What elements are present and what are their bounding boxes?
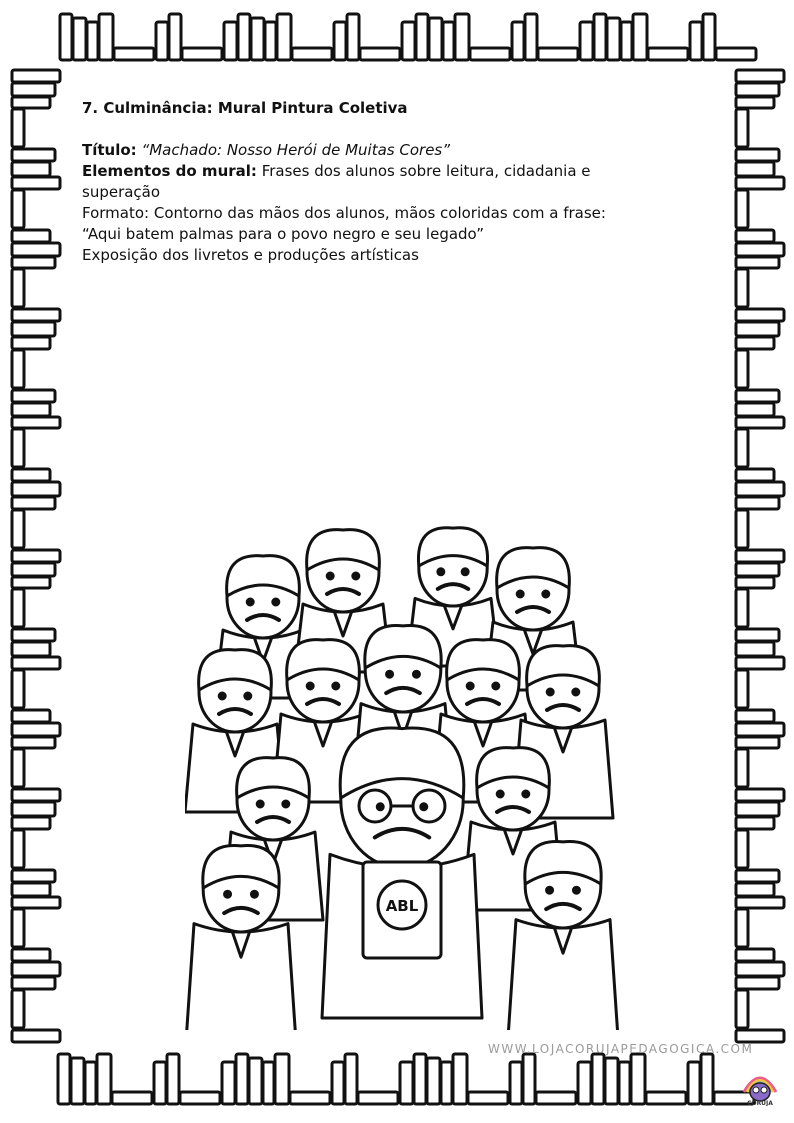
book-spine <box>402 22 415 60</box>
book-spine <box>441 1062 452 1104</box>
book-spine <box>12 563 55 576</box>
book-spine <box>594 14 606 60</box>
figure-eye <box>547 689 553 695</box>
figure-eye <box>517 591 523 597</box>
figure-eye <box>493 683 499 689</box>
book-spine <box>429 18 442 60</box>
book-spine <box>60 14 72 60</box>
book-spine <box>12 577 50 588</box>
book-spine <box>736 190 748 228</box>
book-spine <box>180 1092 220 1104</box>
book-spine <box>736 83 779 96</box>
figure-eye <box>247 599 253 605</box>
book-spine <box>290 1092 330 1104</box>
book-spine <box>736 749 748 787</box>
book-spine <box>736 390 779 402</box>
book-spine <box>701 1054 713 1104</box>
book-spine <box>277 14 291 60</box>
elements-line-cont: superação <box>82 183 161 201</box>
book-spine <box>736 149 779 161</box>
figure-eye <box>245 693 251 699</box>
book-spine <box>619 1062 630 1104</box>
book-spine <box>736 403 774 416</box>
book-spine <box>736 510 748 548</box>
book-spine <box>12 83 55 96</box>
book-spine <box>12 629 55 641</box>
book-spine <box>275 1054 289 1104</box>
book-spine <box>736 469 774 481</box>
figure-eye <box>462 569 468 575</box>
book-spine <box>12 723 60 736</box>
book-spine <box>736 577 774 588</box>
book-spine <box>736 243 784 256</box>
figure-eye <box>251 891 257 897</box>
book-spine <box>607 18 620 60</box>
book-spine <box>332 1062 344 1104</box>
book-spine <box>114 48 154 60</box>
book-spine <box>736 909 748 947</box>
book-spine <box>400 1062 413 1104</box>
book-spine <box>453 1054 467 1104</box>
figure-body <box>186 924 296 1030</box>
book-spine <box>236 1054 248 1104</box>
book-spine <box>12 243 60 256</box>
book-spine <box>716 48 756 60</box>
website-watermark: WWW.LOJACORUJAPEDAGOGICA.COM <box>488 1042 754 1056</box>
book-spine <box>12 177 60 189</box>
book-spine <box>736 589 748 627</box>
book-spine <box>736 550 784 562</box>
owl-logo <box>738 1062 782 1106</box>
book-spine <box>73 18 86 60</box>
book-spine <box>12 149 55 161</box>
figure-eye <box>573 887 579 893</box>
book-spine <box>736 337 774 349</box>
book-spine <box>12 670 24 708</box>
book-spine <box>736 990 748 1028</box>
book-spine <box>736 497 779 509</box>
book-spine <box>736 710 774 722</box>
book-spine <box>736 230 774 242</box>
book-spine <box>736 429 748 467</box>
book-spine <box>169 14 181 60</box>
book-spine <box>578 1062 591 1104</box>
book-spine <box>12 897 60 908</box>
book-spine <box>12 257 55 268</box>
exhibit-line: Exposição dos livretos e produções artísticas <box>82 246 419 264</box>
section-heading: 7. Culminância: Mural Pintura Coletiva <box>82 99 408 117</box>
book-spine <box>648 48 688 60</box>
figure-eye <box>467 683 473 689</box>
book-spine <box>263 1062 274 1104</box>
book-spine <box>222 1062 235 1104</box>
book-spine <box>12 802 55 816</box>
book-spine <box>414 1054 426 1104</box>
book-spine <box>443 22 454 60</box>
book-spine <box>12 403 50 416</box>
book-spine <box>12 589 24 627</box>
book-spine <box>12 990 24 1028</box>
book-spine <box>736 737 779 748</box>
book-held <box>363 862 441 958</box>
book-spine <box>12 162 50 176</box>
book-spine <box>12 309 60 321</box>
book-spine <box>736 897 784 908</box>
book-spine <box>455 14 469 60</box>
book-spine <box>736 97 774 108</box>
book-spine <box>525 14 537 60</box>
book-spine <box>646 1092 686 1104</box>
activity-text <box>82 98 702 266</box>
book-spine <box>536 1092 576 1104</box>
book-spine <box>736 417 784 428</box>
book-spine <box>12 789 60 801</box>
book-spine <box>12 657 60 669</box>
title-value: “Machado: Nosso Herói de Muitas Cores” <box>141 141 451 159</box>
book-spine <box>633 14 647 60</box>
figure-eye <box>257 801 263 807</box>
book-spine <box>690 22 702 60</box>
book-spine <box>736 670 748 708</box>
book-spine <box>736 109 748 147</box>
book-spine <box>12 429 24 467</box>
book-spine <box>688 1062 700 1104</box>
book-spine <box>12 230 50 242</box>
book-spine <box>12 510 24 548</box>
book-spine <box>265 22 276 60</box>
book-spine <box>621 22 632 60</box>
book-spine <box>736 977 779 989</box>
book-spine <box>12 1030 60 1042</box>
book-spine <box>470 48 510 60</box>
book-spine <box>12 269 24 307</box>
book-spine <box>12 497 55 509</box>
book-spine <box>85 1062 96 1104</box>
figure-eye <box>377 804 383 810</box>
book-spine <box>156 22 168 60</box>
book-spine <box>736 883 774 896</box>
book-spine <box>12 977 55 989</box>
book-spine <box>12 830 24 868</box>
book-spine <box>12 749 24 787</box>
book-spine <box>87 22 98 60</box>
book-spine <box>605 1058 618 1104</box>
book-spine <box>736 1030 784 1042</box>
book-spine <box>416 14 428 60</box>
book-spine <box>238 14 250 60</box>
book-spine <box>12 390 55 402</box>
logo-text: CORUJA <box>747 1100 773 1106</box>
group-portrait-illustration <box>185 510 625 1030</box>
book-spine <box>510 1062 522 1104</box>
book-spine <box>736 563 779 576</box>
book-spine <box>736 162 774 176</box>
book-spine <box>427 1058 440 1104</box>
figure-body <box>508 920 618 1030</box>
title-line <box>82 140 702 161</box>
book-spine <box>12 642 50 656</box>
book-spine <box>112 1092 152 1104</box>
book-spine <box>736 789 784 801</box>
book-spine <box>736 177 784 189</box>
book-spine <box>182 48 222 60</box>
book-spine <box>12 962 60 976</box>
book-spine <box>12 949 50 961</box>
figure-eye <box>547 887 553 893</box>
elements-value: Frases dos alunos sobre leitura, cidadania e <box>261 162 591 180</box>
book-spine <box>12 70 60 82</box>
figure-eye <box>283 801 289 807</box>
figure-eye <box>307 683 313 689</box>
book-spine <box>12 97 50 108</box>
book-spine <box>736 723 784 736</box>
figure-eye <box>219 693 225 699</box>
figure-eye <box>523 791 529 797</box>
figure-eye <box>387 671 393 677</box>
book-spine <box>345 1054 357 1104</box>
book-spine <box>736 949 774 961</box>
book-spine <box>224 22 237 60</box>
elements-label: Elementos do mural: <box>82 162 257 180</box>
book-spine <box>12 737 55 748</box>
book-spine <box>736 257 779 268</box>
book-spine <box>12 190 24 228</box>
book-spine <box>292 48 332 60</box>
book-spine <box>12 417 60 428</box>
book-spine <box>12 322 55 336</box>
book-spine <box>736 870 779 882</box>
figure-eye <box>543 591 549 597</box>
book-spine <box>154 1062 166 1104</box>
book-spine <box>12 870 55 882</box>
book-spine <box>523 1054 535 1104</box>
figure-eye <box>333 683 339 689</box>
elements-line <box>82 161 702 182</box>
book-spine <box>99 14 113 60</box>
book-spine <box>12 710 50 722</box>
book-spine <box>736 962 784 976</box>
book-spine <box>736 269 748 307</box>
book-spine <box>736 642 774 656</box>
book-spine <box>736 482 784 496</box>
book-spine <box>12 482 60 496</box>
book-spine <box>736 350 748 388</box>
book-spine <box>512 22 524 60</box>
book-spine <box>12 337 50 349</box>
figure-eye <box>353 573 359 579</box>
book-spine <box>736 629 779 641</box>
book-spine <box>736 657 784 669</box>
book-spine <box>12 909 24 947</box>
book-spine <box>631 1054 645 1104</box>
book-spine <box>12 469 50 481</box>
figure-eye <box>327 573 333 579</box>
book-spine <box>58 1054 70 1104</box>
format-line: Formato: Contorno das mãos dos alunos, mãos coloridas com a frase: <box>82 204 606 222</box>
book-spine <box>12 109 24 147</box>
title-label: Título: <box>82 141 137 159</box>
book-spine <box>703 14 715 60</box>
book-spine <box>538 48 578 60</box>
book-spine <box>12 883 50 896</box>
figure-eye <box>273 599 279 605</box>
book-spine <box>251 18 264 60</box>
figure-eye <box>413 671 419 677</box>
book-spine <box>736 802 779 816</box>
book-spine <box>360 48 400 60</box>
book-spine <box>347 14 359 60</box>
book-spine <box>97 1054 111 1104</box>
book-spine <box>358 1092 398 1104</box>
book-spine <box>592 1054 604 1104</box>
book-spine <box>736 817 774 829</box>
figure-eye <box>421 804 427 810</box>
book-spine <box>736 70 784 82</box>
book-spine <box>12 550 60 562</box>
book-badge-text: ABL <box>385 897 419 915</box>
book-spine <box>71 1058 84 1104</box>
quote-line: “Aqui batem palmas para o povo negro e seu legado” <box>82 225 484 243</box>
book-spine <box>12 817 50 829</box>
book-spine <box>249 1058 262 1104</box>
book-spine <box>468 1092 508 1104</box>
figure-eye <box>438 569 444 575</box>
book-spine <box>736 309 784 321</box>
figure-eye <box>225 891 231 897</box>
book-spine <box>12 350 24 388</box>
book-spine <box>736 830 748 868</box>
figure-eye <box>497 791 503 797</box>
book-spine <box>736 322 779 336</box>
book-spine <box>580 22 593 60</box>
figure-eye <box>573 689 579 695</box>
book-spine <box>334 22 346 60</box>
book-spine <box>167 1054 179 1104</box>
